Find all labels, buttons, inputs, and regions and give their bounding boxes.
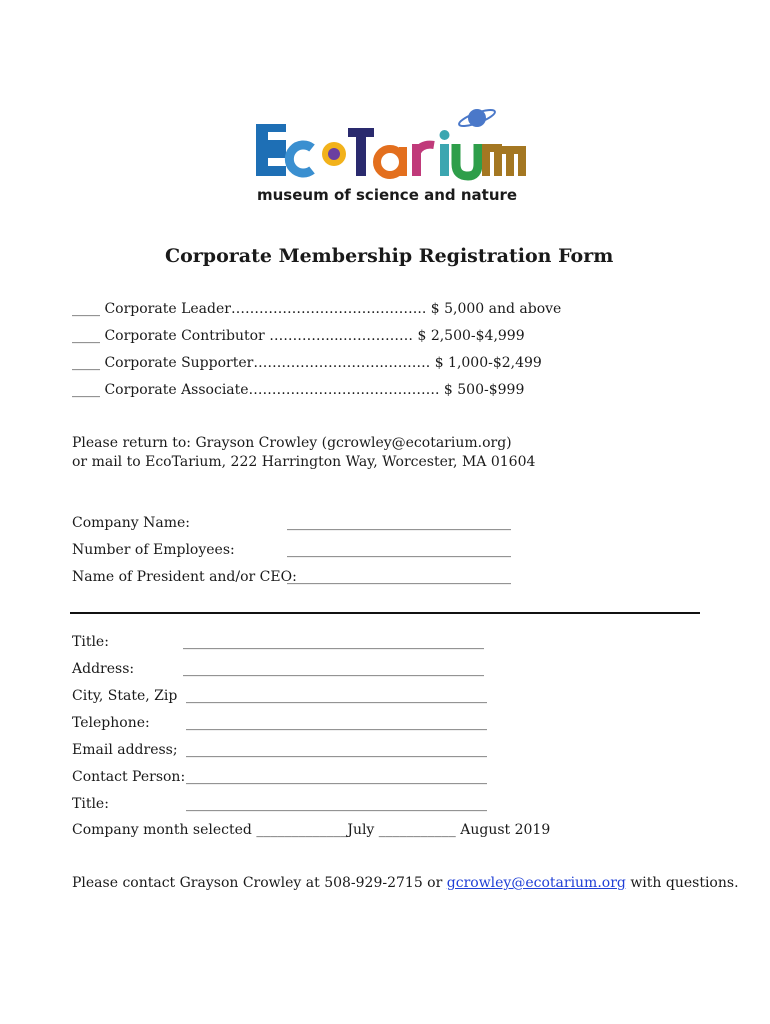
logo-tagline: museum of science and nature: [257, 186, 518, 204]
level-amount: $ 5,000 and above: [430, 301, 562, 317]
level-amount: $ 1,000-$2,499: [434, 355, 542, 371]
contact-person-field[interactable]: ___________________________________________: [186, 769, 487, 785]
level-line: ____ Corporate Associate…………………….…………….: [72, 382, 440, 398]
contact-title-label: Title:: [72, 796, 109, 812]
number-of-employees-field[interactable]: ________________________________: [287, 542, 511, 558]
title-field[interactable]: ___________________________________________: [183, 634, 484, 650]
month-august-option: August 2019: [460, 822, 551, 838]
contact-title-field[interactable]: ___________________________________________: [186, 796, 487, 812]
level-line: ____ Corporate Supporter……………………….……….: [72, 355, 431, 371]
month-august-blank[interactable]: ___________: [378, 822, 456, 838]
month-july-option: July: [347, 822, 375, 838]
form-title: Corporate Membership Registration Form: [165, 245, 614, 267]
contact-prefix: Please contact Grayson Crowley at 508-929-2715 or: [72, 875, 443, 891]
city-state-zip-field[interactable]: ___________________________________________: [186, 688, 487, 704]
level-line: ____ Corporate Contributor …………....……………: [72, 328, 414, 344]
contact-suffix: with questions.: [630, 875, 739, 891]
section-divider: [70, 612, 700, 614]
membership-level-supporter: [72, 355, 542, 371]
membership-level-leader: [72, 301, 561, 317]
city-state-zip-label: City, State, Zip: [72, 688, 178, 704]
email-address-field[interactable]: ___________________________________________: [186, 742, 487, 758]
ecotarium-wordmark-graphic: [250, 100, 530, 190]
email-address-label: Email address;: [72, 742, 178, 758]
ecotarium-logo: [250, 100, 530, 210]
company-name-label: Company Name:: [72, 515, 190, 531]
level-amount: $ 500-$999: [443, 382, 525, 398]
membership-level-contributor: [72, 328, 525, 344]
number-of-employees-label: Number of Employees:: [72, 542, 235, 558]
company-month-row: [72, 822, 550, 838]
return-instructions-line1: Please return to: Grayson Crowley (gcrowley@ecotarium.org): [72, 435, 512, 451]
contact-person-label: Contact Person:: [72, 769, 186, 785]
company-name-field[interactable]: ________________________________: [287, 515, 511, 531]
level-amount: $ 2,500-$4,999: [417, 328, 525, 344]
company-month-label: Company month selected: [72, 822, 252, 838]
contact-line: [72, 875, 739, 891]
planet-icon: [457, 107, 496, 129]
telephone-field[interactable]: ___________________________________________: [186, 715, 487, 731]
president-ceo-field[interactable]: ________________________________: [287, 569, 511, 585]
contact-email-link[interactable]: gcrowley@ecotarium.org: [446, 875, 626, 891]
title-label: Title:: [72, 634, 109, 650]
address-label: Address:: [72, 661, 135, 677]
membership-level-associate: [72, 382, 524, 398]
month-july-blank[interactable]: _____________: [256, 822, 348, 838]
return-instructions-line2: or mail to EcoTarium, 222 Harrington Way, Worcester, MA 01604: [72, 454, 536, 470]
level-line: ____ Corporate Leader………………………….………..: [72, 301, 427, 317]
address-field[interactable]: ___________________________________________: [183, 661, 484, 677]
telephone-label: Telephone:: [72, 715, 150, 731]
president-ceo-label: Name of President and/or CEO:: [72, 569, 297, 585]
